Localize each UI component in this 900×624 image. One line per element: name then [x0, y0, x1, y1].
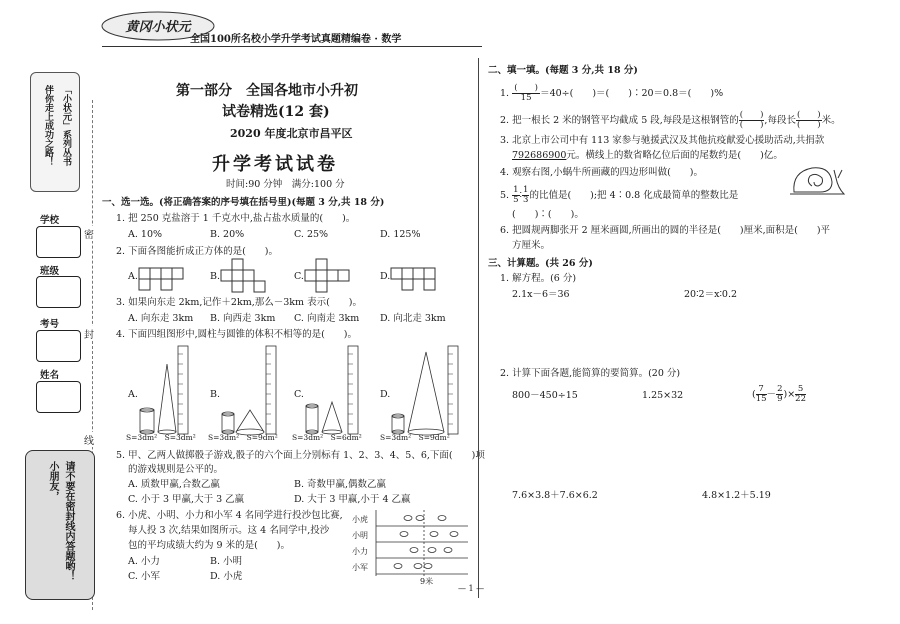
q4-option-a: A. — [128, 389, 138, 400]
s2-q3-line2 — [512, 151, 783, 162]
series-logo-text: 黄冈小状元 — [125, 19, 191, 34]
exam-number-label: 考号 — [40, 319, 60, 330]
snail-illustration — [788, 160, 848, 198]
q6-name-4: 小军 — [352, 563, 368, 572]
q4-label-b: S=3dm² S=9dm² — [208, 433, 278, 442]
column-divider — [478, 58, 479, 598]
q4-label-c: S=3dm² S=6dm² — [292, 433, 362, 442]
exam-meta: 时间:90 分钟 满分:100 分 — [226, 179, 345, 190]
part-subtitle: 试卷精选(12 套) — [222, 104, 330, 120]
q6-name-3: 小力 — [352, 547, 368, 556]
s2-q5 — [500, 186, 738, 205]
s2-q1-num: 1. — [500, 88, 513, 99]
s3-q2-text: 2. 计算下面各题,能简算的要简算。(20 分) — [500, 368, 681, 379]
seal-char-mi: 密 — [84, 226, 94, 241]
s2-q2-unit: 米。 — [821, 115, 841, 126]
s2-q2-mid: ,每段长 — [764, 115, 796, 126]
s2-q2-text: 2. 把一根长 2 米的钢管平均截成 5 段,每段是这根钢管的 — [500, 115, 739, 126]
s2-q2-fraction: $\frac{( )}{( )}$ — [739, 110, 764, 130]
q4-label-a: S=3dm² S=3dm² — [126, 433, 196, 442]
warning-tag — [25, 450, 95, 600]
s2-q5-frac-a: $\frac{1}{5}$ — [513, 185, 519, 205]
s2-q3-line1: 3. 北京上市公司中有 113 家参与驰援武汉及其他抗疫献爱心援助活动,共捐款 — [500, 135, 825, 146]
s2-q1-fraction: $\frac{( )}{15}$ — [512, 84, 540, 103]
cube-net-c — [304, 258, 354, 294]
name-label: 姓名 — [40, 370, 60, 381]
q5-option-d: D. 大于 3 甲赢,小于 4 乙赢 — [294, 494, 411, 505]
q4-label-d: S=3dm² S=9dm² — [380, 433, 450, 442]
s2-q1 — [500, 84, 723, 103]
q4-figure-c — [304, 344, 368, 436]
q4-text: 4. 下面四组图形中,圆柱与圆锥的体积不相等的是( )。 — [116, 329, 358, 340]
q4-figure-d — [390, 344, 462, 436]
header-title: 全国100所名校小学升学考试真题精编卷 · 数学 — [190, 34, 402, 45]
seal-char-feng: 封 — [84, 326, 94, 341]
s2-q6-line1: 6. 把圆规两脚张开 2 厘米画圆,所画出的圆的半径是( )厘米,面积是( )平 — [500, 225, 831, 236]
q2-option-a: A. — [128, 271, 138, 282]
s2-q4-text: 4. 观察右图,小蜗牛所画藏的四边形叫做( )。 — [500, 167, 704, 178]
q4-figure-b — [220, 344, 284, 436]
section1-heading: 一、选一选。(将正确答案的序号填在括号里)(每题 3 分,共 18 分) — [102, 197, 385, 208]
s3-q2-e4: 7.6×3.8＋7.6×6.2 — [512, 490, 598, 501]
q6-line2: 每人投 3 次,结果如图所示。这 4 名同学中,投沙 — [128, 525, 330, 536]
q5-line2: 的游戏规则是公平的。 — [128, 464, 224, 475]
warning-line-2: 请不要在密封线内答题哟！ — [63, 461, 74, 581]
section3-heading: 三、计算题。(共 26 分) — [488, 258, 593, 269]
s3-q1-eq2: 20∶2＝x∶0.2 — [684, 289, 738, 300]
q6-option-b: B. 小明 — [210, 556, 243, 567]
q4-option-b: B. — [210, 389, 221, 400]
s3-q2-frac-1: $\frac{7}{15}$ — [755, 384, 767, 404]
q3-text: 3. 如果向东走 2km,记作＋2km,那么－3km 表示( )。 — [116, 297, 363, 308]
q3-option-a: A. 向东走 3km — [128, 313, 194, 324]
series-banner — [30, 72, 80, 192]
q3-option-b: B. 向西走 3km — [210, 313, 276, 324]
s3-q2-e3: ( $\frac{7}{15}$ － $\frac{2}{9}$ )× $\frac{5}{22}$ — [752, 384, 806, 404]
q6-axis-label: 9米 — [420, 577, 434, 586]
q3-option-d: D. 向北走 3km — [380, 313, 446, 324]
q6-dot-chart — [374, 510, 470, 582]
s2-q1-den: 15 — [520, 93, 532, 103]
q1-option-b: B. 20% — [210, 229, 245, 240]
cube-net-b — [220, 258, 270, 294]
s2-q5-num: 5. — [500, 190, 510, 201]
s3-q1-text: 1. 解方程。(6 分) — [500, 273, 577, 284]
s2-q1-rest: ＝40÷( )＝( )∶20＝0.8＝( )% — [540, 88, 724, 99]
s3-q1-eq1: 2.1x－6＝36 — [512, 289, 570, 300]
q6-option-c: C. 小军 — [128, 571, 160, 582]
q4-option-d: D. — [380, 389, 391, 400]
q2-text: 2. 下面各图能折成正方体的是( )。 — [116, 246, 278, 257]
class-label: 班级 — [40, 266, 60, 277]
s2-q3-rest: 元。横线上的数省略亿位后面的尾数约是( )亿。 — [566, 150, 783, 161]
school-label: 学校 — [40, 215, 60, 226]
s3-q2-e1: 800－450÷15 — [512, 390, 578, 401]
s2-q5-rest: 的比值是( );把 4∶0.8 化成最简单的整数比是 — [529, 190, 739, 201]
s2-q5-line2: ( )∶( )。 — [512, 209, 584, 220]
s3-q2-e5: 4.8×1.2＋5.19 — [702, 490, 771, 501]
q5-option-a: A. 质数甲赢,合数乙赢 — [128, 479, 220, 490]
q1-option-d: D. 125% — [380, 229, 421, 240]
q6-option-a: A. 小力 — [128, 556, 160, 567]
q2-option-b: B. — [210, 271, 221, 282]
name-field[interactable] — [36, 381, 81, 413]
s3-q2-frac-2: $\frac{2}{9}$ — [777, 384, 783, 404]
q1-text: 1. 把 250 克盐溶于 1 千克水中,盐占盐水质量的( )。 — [116, 213, 356, 224]
exam-number-field[interactable] — [36, 330, 81, 362]
page-number: — 1 — — [458, 584, 485, 593]
s3-q2-frac-3: $\frac{5}{22}$ — [795, 384, 806, 404]
school-field[interactable] — [36, 226, 81, 258]
cube-net-a — [138, 262, 188, 292]
region-title: 2020 年度北京市昌平区 — [230, 127, 353, 140]
q1-option-a: A. 10% — [128, 229, 163, 240]
s2-q2 — [500, 111, 841, 130]
q6-line3: 包的平均成绩大约为 9 米的是( )。 — [128, 540, 290, 551]
q6-line1: 6. 小虎、小明、小力和小军 4 名同学进行投沙包比赛, — [116, 510, 343, 521]
header-rule — [102, 46, 482, 47]
s2-q3-number: 792686900 — [512, 150, 567, 161]
q2-option-c: C. — [294, 271, 304, 282]
q3-option-c: C. 向南走 3km — [294, 313, 360, 324]
section2-heading: 二、填一填。(每题 3 分,共 18 分) — [488, 65, 638, 76]
q6-option-d: D. 小虎 — [210, 571, 243, 582]
cube-net-d — [390, 262, 440, 292]
q5-line1: 5. 甲、乙两人做掷骰子游戏,骰子的六个面上分别标有 1、2、3、4、5、6,下面( )项 — [116, 450, 485, 461]
s2-q6-line2: 方厘米。 — [512, 240, 551, 251]
part-title: 第一部分 全国各地市小升初 — [176, 83, 358, 99]
s3-q2-e2: 1.25×32 — [642, 390, 684, 401]
q5-option-c: C. 小于 3 甲赢,大于 3 乙赢 — [128, 494, 245, 505]
s2-q5-colon: ∶ — [519, 190, 523, 201]
s2-q2-fraction-2: $\frac{( )}{( )}$ — [796, 110, 821, 130]
seal-char-xian: 线 — [84, 432, 94, 447]
banner-line-1: 「小状元」系列丛书 — [61, 85, 71, 166]
q4-figure-a — [138, 344, 200, 436]
q6-name-2: 小明 — [352, 531, 368, 540]
class-field[interactable] — [36, 276, 81, 308]
q4-option-c: C. — [294, 389, 304, 400]
s2-q5-frac-b: $\frac{1}{3}$ — [523, 185, 529, 205]
warning-line-1: 小朋友， — [47, 461, 58, 501]
q6-name-1: 小虎 — [352, 515, 368, 524]
q2-option-d: D. — [380, 271, 391, 282]
exam-title: 升学考试试卷 — [212, 154, 338, 175]
q5-option-b: B. 奇数甲赢,偶数乙赢 — [294, 479, 387, 490]
q1-option-c: C. 25% — [294, 229, 329, 240]
banner-line-2: 伴你走上成功之路！ — [43, 85, 53, 166]
